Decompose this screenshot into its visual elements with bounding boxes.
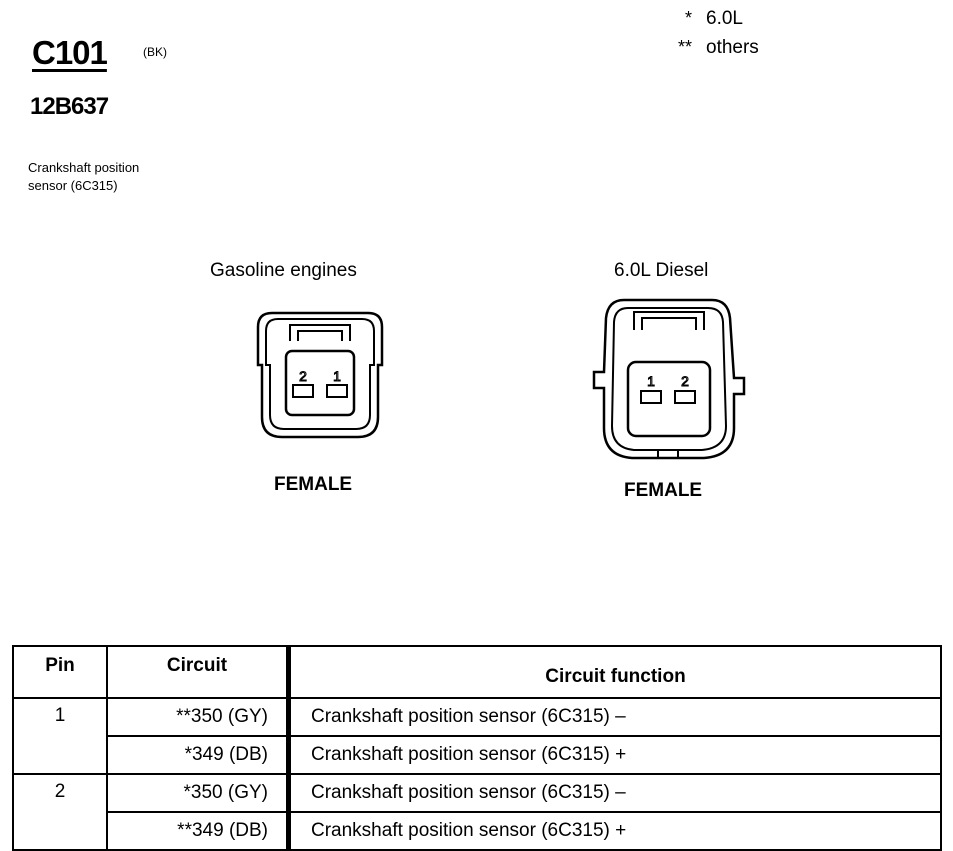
gasoline-gender-label: FEMALE bbox=[274, 474, 353, 495]
table-row bbox=[13, 736, 941, 774]
legend-symbol-1: * bbox=[684, 8, 692, 28]
header-pin: Pin bbox=[13, 646, 107, 698]
diesel-gender-label: FEMALE bbox=[624, 480, 703, 501]
diesel-pin-right-label: 2 bbox=[681, 373, 689, 389]
connector-id: C101 bbox=[32, 34, 107, 71]
part-number: 12B637 bbox=[30, 93, 109, 120]
function-cell: Crankshaft position sensor (6C315) + bbox=[289, 812, 942, 850]
gasoline-pin-left-label: 2 bbox=[299, 368, 307, 384]
legend-symbol-2: ** bbox=[677, 37, 692, 57]
legend-text-2: others bbox=[706, 37, 759, 58]
connector-color-code: (BK) bbox=[143, 45, 167, 59]
table-row bbox=[13, 774, 941, 812]
function-cell: Crankshaft position sensor (6C315) – bbox=[289, 774, 942, 812]
circuit-cell: **349 (DB) bbox=[107, 812, 289, 850]
diesel-view-title: 6.0L Diesel bbox=[614, 260, 709, 281]
description-line-1: Crankshaft position bbox=[28, 160, 140, 175]
pinout-table bbox=[12, 645, 942, 851]
header-circuit-function: Circuit function bbox=[289, 646, 942, 698]
circuit-cell: *349 (DB) bbox=[107, 736, 289, 774]
diesel-connector-diagram bbox=[588, 290, 748, 470]
gasoline-view-title: Gasoline engines bbox=[210, 260, 357, 281]
circuit-cell: **350 (GY) bbox=[107, 698, 289, 736]
connector-description bbox=[28, 159, 228, 195]
function-cell: Crankshaft position sensor (6C315) – bbox=[289, 698, 942, 736]
description-line-2: sensor (6C315) bbox=[28, 178, 118, 193]
table-row bbox=[13, 698, 941, 736]
function-cell: Crankshaft position sensor (6C315) + bbox=[289, 736, 942, 774]
table-row bbox=[13, 812, 941, 850]
gasoline-connector-diagram bbox=[250, 305, 390, 445]
pin-cell: 1 bbox=[13, 698, 107, 774]
header-circuit: Circuit bbox=[107, 646, 289, 698]
legend-text-1: 6.0L bbox=[706, 8, 743, 29]
circuit-cell: *350 (GY) bbox=[107, 774, 289, 812]
gasoline-pin-right-label: 1 bbox=[333, 368, 341, 384]
pin-cell: 2 bbox=[13, 774, 107, 850]
table-header-row bbox=[13, 646, 941, 698]
diesel-pin-left-label: 1 bbox=[647, 373, 655, 389]
